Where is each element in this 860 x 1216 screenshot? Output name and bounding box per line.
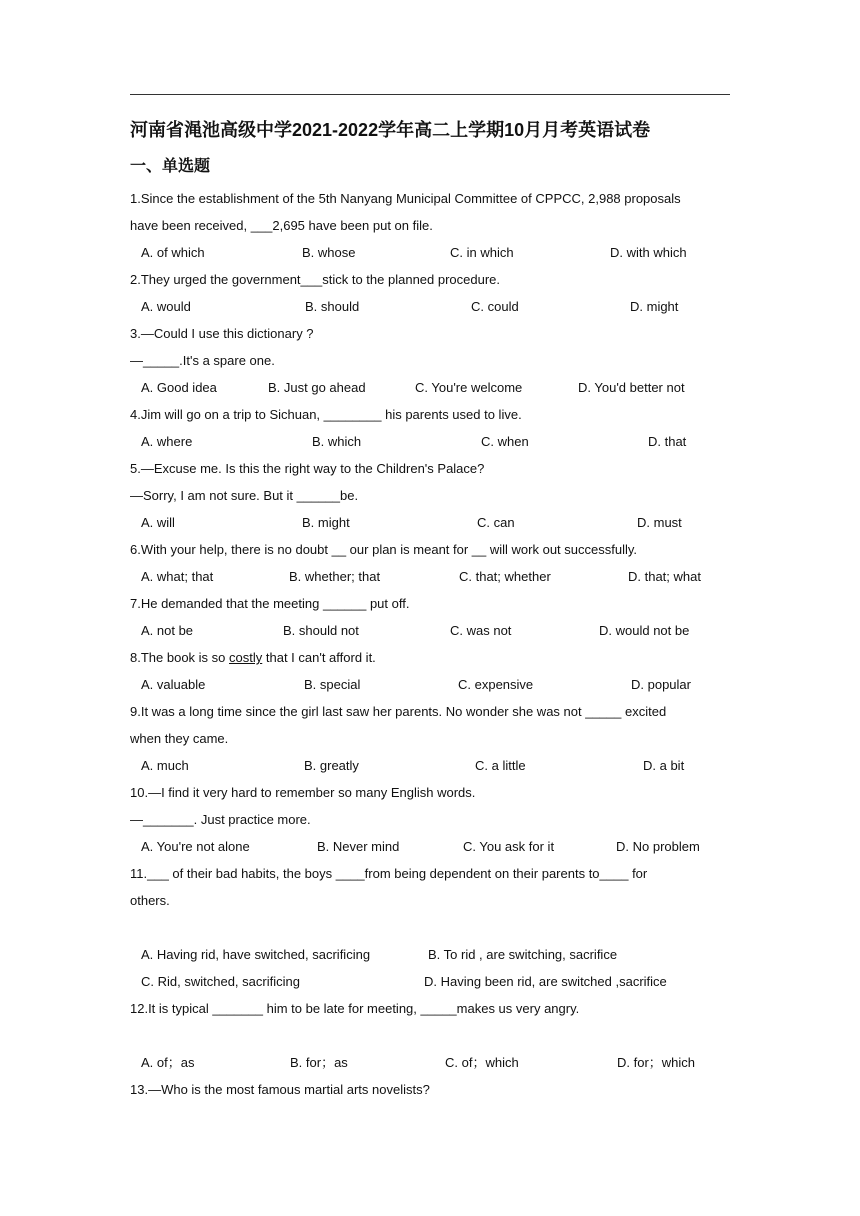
question-7-option-c: C. was not [450, 623, 512, 638]
question-1-text: 1.Since the establishment of the 5th Nanyang Municipal Committee of CPPCC, 2,988 proposals [130, 191, 681, 206]
question-6-option-b: B. whether; that [289, 569, 381, 584]
question-9-option-a: A. much [141, 758, 189, 773]
question-11-option-c: C. Rid, switched, sacrificing [141, 974, 300, 989]
question-11-option-a: A. Having rid, have switched, sacrificing [141, 947, 371, 962]
section-heading: 一、单选题 [130, 158, 211, 175]
question-6-option-a: A. what; that [141, 569, 214, 584]
question-8-option-b: B. special [304, 677, 361, 692]
question-11-option-d: D. Having been rid, are switched ,sacrifice [424, 974, 667, 989]
question-11-text: 11.___ of their bad habits, the boys ____from being dependent on their parents to____ for [130, 866, 648, 881]
question-1-text-cont: have been received, ___2,695 have been put on file. [130, 218, 433, 233]
question-2-option-a: A. would [141, 299, 191, 314]
question-4-option-b: B. which [312, 434, 362, 449]
question-4-option-d: D. that [648, 434, 687, 449]
question-2-text: 2.They urged the government___stick to the planned procedure. [130, 272, 501, 287]
question-12-text: 12.It is typical _______ him to be late for meeting, _____makes us very angry. [130, 1001, 580, 1016]
question-11-option-b: B. To rid , are switching, sacrifice [428, 947, 618, 962]
question-6-text: 6.With your help, there is no doubt __ our plan is meant for __ will work out successfully. [130, 542, 638, 557]
question-1-option-c: C. in which [450, 245, 514, 260]
question-12-option-c: C. of；which [445, 1055, 519, 1070]
question-10-option-d: D. No problem [616, 839, 700, 854]
question-3-text: 3.—Could I use this dictionary ? [130, 326, 314, 341]
question-1-option-a: A. of which [141, 245, 205, 260]
question-10-option-c: C. You ask for it [463, 839, 555, 854]
question-7-option-d: D. would not be [599, 623, 690, 638]
underlined-word: costly [229, 650, 263, 665]
question-6-option-c: C. that; whether [459, 569, 551, 584]
question-5-option-c: C. can [477, 515, 515, 530]
question-7-text: 7.He demanded that the meeting ______ put off. [130, 596, 410, 611]
question-3-option-a: A. Good idea [141, 380, 217, 395]
question-8-option-c: C. expensive [458, 677, 534, 692]
question-8-option-a: A. valuable [141, 677, 206, 692]
question-4-text: 4.Jim will go on a trip to Sichuan, ________ his parents used to live. [130, 407, 522, 422]
question-3-option-d: D. You'd better not [578, 380, 685, 395]
question-3-option-c: C. You're welcome [415, 380, 523, 395]
question-12-option-b: B. for；as [290, 1055, 348, 1070]
question-11-text-cont: others. [130, 893, 170, 908]
question-10-text-cont: —_______. Just practice more. [130, 812, 311, 827]
question-13-text: 13.—Who is the most famous martial arts novelists? [130, 1082, 430, 1097]
question-5-option-b: B. might [302, 515, 350, 530]
question-10-text: 10.—I find it very hard to remember so many English words. [130, 785, 476, 800]
page-title: 河南省渑池高级中学2021-2022学年高二上学期10月月考英语试卷 [130, 120, 651, 140]
question-5-option-a: A. will [141, 515, 175, 530]
question-5-option-d: D. must [637, 515, 682, 530]
question-4-option-a: A. where [141, 434, 193, 449]
question-7-option-b: B. should not [283, 623, 359, 638]
question-1-option-d: D. with which [610, 245, 687, 260]
question-9-option-b: B. greatly [304, 758, 359, 773]
question-7-option-a: A. not be [141, 623, 194, 638]
header-rule [130, 94, 730, 95]
question-9-text: 9.It was a long time since the girl last saw her parents. No wonder she was not _____ excited [130, 704, 667, 719]
question-1-option-b: B. whose [302, 245, 356, 260]
question-3-option-b: B. Just go ahead [268, 380, 366, 395]
question-8-option-d: D. popular [631, 677, 691, 692]
question-12-option-d: D. for；which [617, 1055, 696, 1070]
question-5-text-cont: —Sorry, I am not sure. But it ______be. [130, 488, 359, 503]
question-8-text: 8.The book is so costly that I can't afford it. [130, 650, 376, 665]
question-2-option-b: B. should [305, 299, 360, 314]
question-4-option-c: C. when [481, 434, 529, 449]
question-6-option-d: D. that; what [628, 569, 701, 584]
question-9-text-cont: when they came. [130, 731, 229, 746]
question-10-option-a: A. You're not alone [141, 839, 250, 854]
question-9-option-c: C. a little [475, 758, 526, 773]
question-3-text-cont: —_____.It's a spare one. [130, 353, 275, 368]
question-9-option-d: D. a bit [643, 758, 685, 773]
question-10-option-b: B. Never mind [317, 839, 400, 854]
question-12-option-a: A. of；as [141, 1055, 195, 1070]
question-5-text: 5.—Excuse me. Is this the right way to the Children's Palace? [130, 461, 485, 476]
question-2-option-c: C. could [471, 299, 519, 314]
question-2-option-d: D. might [630, 299, 679, 314]
